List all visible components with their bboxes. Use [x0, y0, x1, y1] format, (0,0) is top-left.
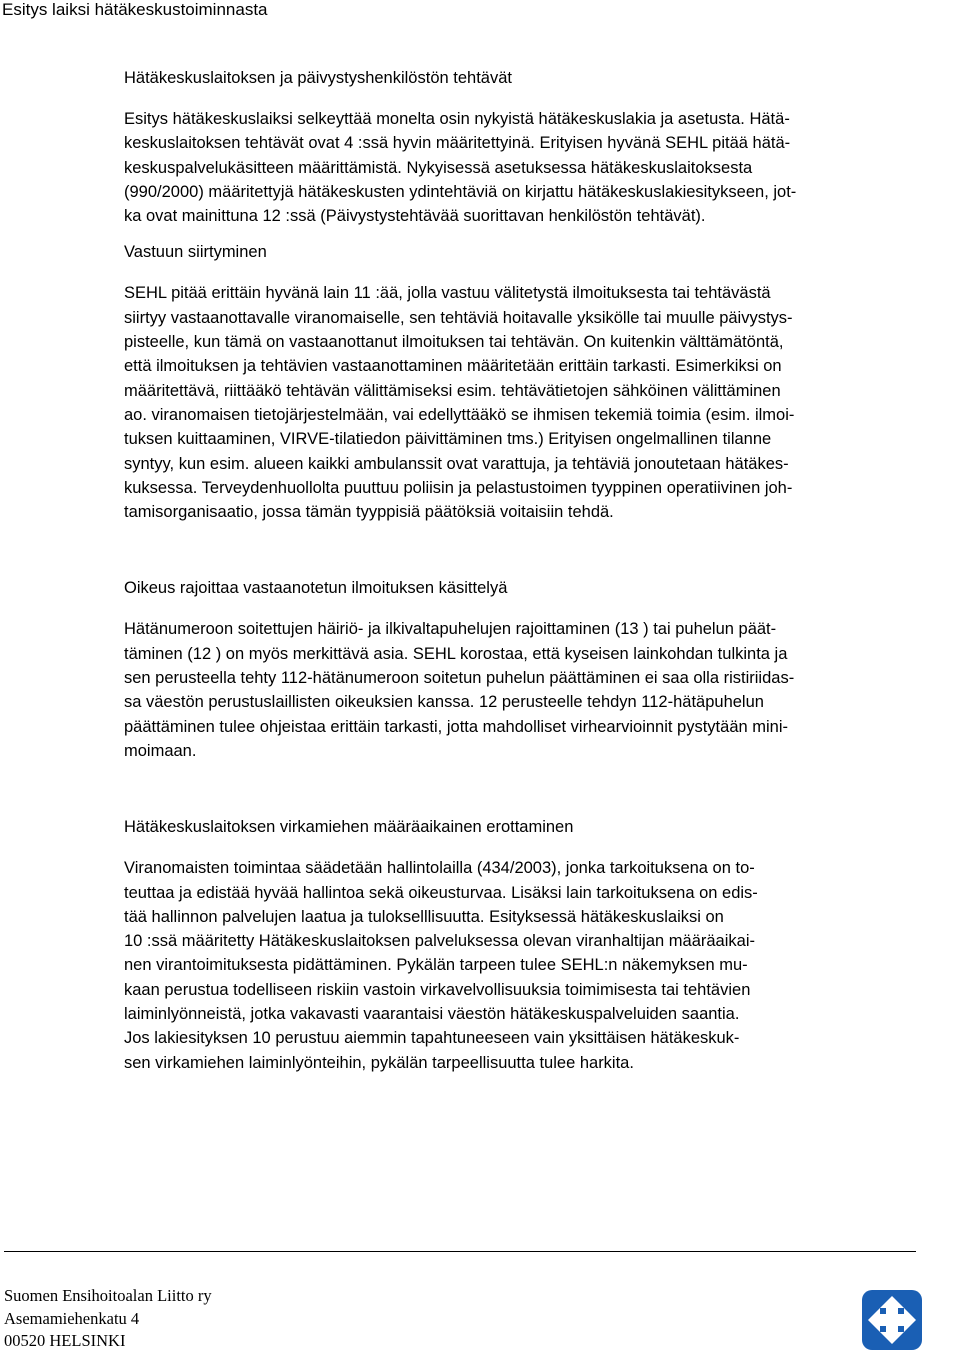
- text-line: sen virkamiehen laiminlyönteihin, pykälän tarpeellisuutta tulee harkita.: [124, 1053, 634, 1072]
- text-line: moimaan.: [124, 741, 197, 760]
- section-vastuu: [124, 240, 954, 524]
- text-line: sen perusteella tehty 112-hätänumeroon soitetun puhelun päättäminen ei saa olla ristiriidas-: [124, 669, 795, 688]
- section-tehtavat: [124, 66, 954, 228]
- document-title: Esitys laiksi hätäkeskustoiminnasta: [0, 0, 960, 22]
- text-line: siirtyy vastaanottavalle viranomaiselle, sen tehtäviä hoitavalle yksikölle tai muulle päivystys-: [124, 308, 793, 327]
- text-line: tää hallinnon palvelujen laatua ja tulokselllisuutta. Esityksessä hätäkeskuslaiksi on: [124, 907, 724, 926]
- text-line: Viranomaisten toimintaa säädetään hallintolailla (434/2003), jonka tarkoituksena on to-: [124, 859, 755, 878]
- text-line: kaan perustua todelliseen riskiin vastoin virkavelvollisuuksia toimimisesta tai tehtävien: [124, 980, 751, 999]
- text-line: (990/2000) määritettyjä hätäkeskusten ydintehtäviä on kirjattu hätäkeskuslakiesitykseen, jot-: [124, 182, 797, 201]
- text-line: keskuslaitoksen tehtävät ovat 4 :ssä hyvin määritettyinä. Erityisen hyvänä SEHL pitää hätä-: [124, 134, 791, 153]
- text-line: päättäminen tulee ohjeistaa erittäin tarkasti, jotta mahdolliset virhearvioinnit pystytään mini-: [124, 717, 789, 736]
- text-line: ka ovat mainittuna 12 :ssä (Päivystystehtävää suorittavan henkilöstön tehtävät).: [124, 207, 706, 226]
- text-line: keskuspalvelukäsitteen määrittämistä. Nykyisessä asetuksessa hätäkeskuslaitoksesta: [124, 158, 753, 177]
- footer-address: [4, 1285, 212, 1353]
- text-line: laiminlyönneistä, jotka vakavasti vaarantaisi väestön hätäkeskuspalveluiden saantia.: [124, 1005, 740, 1024]
- section-heading: Vastuun siirtyminen: [124, 243, 267, 262]
- section-heading: Hätäkeskuslaitoksen virkamiehen määräaikainen erottaminen: [124, 818, 574, 837]
- text-line: syntyy, kun esim. alueen kaikki ambulanssit ovat varattuja, ja tehtäviä jonoutetaan hätäkes-: [124, 454, 789, 473]
- text-line: Hätänumeroon soitettujen häiriö- ja ilkivaltapuhelujen rajoittaminen (13 ) tai puhelun päät-: [124, 620, 777, 639]
- text-line: pisteelle, kun tämä on vastaanottanut ilmoituksen tai tehtävän. On kuitenkin välttämätöntä,: [124, 333, 784, 352]
- text-line: Esitys hätäkeskuslaiksi selkeyttää monelta osin nykyistä hätäkeskuslakia ja asetusta. Hätä-: [124, 110, 790, 128]
- text-line: täminen (12 ) on myös merkittävä asia. SEHL korostaa, että kyseisen lainkohdan tulkinta ja: [124, 644, 788, 663]
- text-line: teuttaa ja edistää hyvää hallintoa sekä oikeusturvaa. Lisäksi lain tarkoituksena on edis-: [124, 883, 758, 902]
- text-line: että ilmoituksen ja tehtävien vastaanottaminen määritetään erittäin tarkasti. Esimerkiksi on: [124, 357, 782, 376]
- section-heading: Hätäkeskuslaitoksen ja päivystyshenkilöstön tehtävät: [124, 69, 512, 87]
- text-line: tuksen kuittaaminen, VIRVE-tilatiedon päivittäminen tms.) Erityisen ongelmallinen tilanne: [124, 430, 772, 449]
- text-line: Jos lakiesityksen 10 perustuu aiemmin tapahtuneeseen vain yksittäisen hätäkeskuk-: [124, 1029, 740, 1048]
- cross-logo-icon: [860, 1288, 924, 1352]
- text-line: 10 :ssä määritetty Hätäkeskuslaitoksen palveluksessa olevan viranhaltijan määräaikai-: [124, 932, 755, 951]
- section-paragraph: [124, 856, 954, 1075]
- logo-svg: [860, 1288, 924, 1352]
- section-oikeus: [124, 576, 954, 763]
- section-paragraph: [124, 107, 954, 228]
- text-line: määritettävä, riittääkö tehtävän välittämiseksi esim. tehtävätietojen sähköinen välittäminen: [124, 381, 781, 400]
- text-line: nen virantoimituksesta pidättäminen. Pykälän tarpeen tulee SEHL:n näkemyksen mu-: [124, 956, 748, 975]
- text-line: SEHL pitää erittäin hyvänä lain 11 :ää, jolla vastuu välitetystä ilmoituksesta tai tehtävästä: [124, 284, 771, 303]
- footer-org: Suomen Ensihoitoalan Liitto ry: [4, 1286, 212, 1305]
- document-body: [124, 66, 954, 1075]
- section-paragraph: [124, 281, 954, 524]
- footer-street: Asemamiehenkatu 4: [4, 1308, 140, 1328]
- section-heading: Oikeus rajoittaa vastaanotetun ilmoituksen käsittelyä: [124, 579, 508, 598]
- footer-city: 00520 HELSINKI: [4, 1331, 126, 1350]
- text-line: sa väestön perustuslaillisten oikeuksien kanssa. 12 perusteelle tehdyn 112-hätäpuhelun: [124, 693, 764, 712]
- section-erottaminen: [124, 815, 954, 1075]
- text-line: tamisorganisaatio, jossa tämän tyyppisiä päätöksiä voitaisiin tehdä.: [124, 503, 614, 522]
- text-line: kuksessa. Terveydenhuollolta puuttuu poliisin ja pelastustoimen tyyppinen operatiivinen joh-: [124, 478, 793, 497]
- section-paragraph: [124, 617, 954, 763]
- text-line: ao. viranomaisen tietojärjestelmään, vai edellyttääkö se ihmisen tekemiä toimia (esim. ilmoi-: [124, 405, 795, 424]
- footer-divider: [4, 1251, 916, 1252]
